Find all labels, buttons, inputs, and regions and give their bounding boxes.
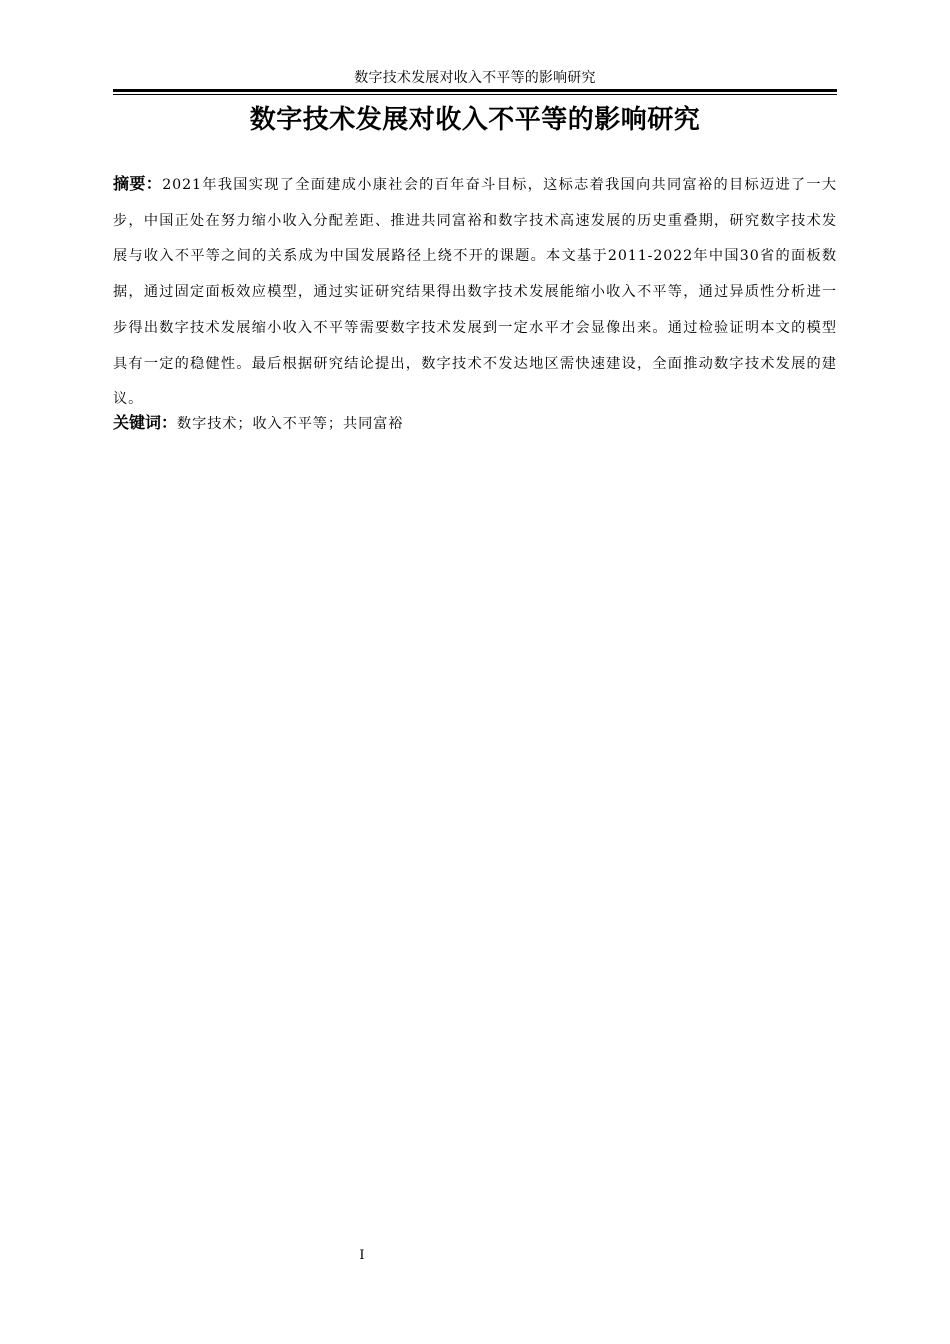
paper-title: 数字技术发展对收入不平等的影响研究 xyxy=(249,105,701,135)
keywords-text: 数字技术；收入不平等；共同富裕 xyxy=(177,416,404,432)
running-header: 数字技术发展对收入不平等的影响研究 xyxy=(354,70,596,86)
keywords-paragraph xyxy=(113,408,837,439)
keywords-label: 关键词： xyxy=(113,413,178,432)
header-rule-thick xyxy=(113,89,837,92)
header-rule-thin xyxy=(113,94,837,95)
abstract-text: 2021年我国实现了全面建成小康社会的百年奋斗目标，这标志着我国向共同富裕的目标迈进了一大步，中国正处在努力缩小收入分配差距、推进共同富裕和数字技术高速发展的历史重叠期，研究数字技术发展与收入不平等之间的关系成为中国发展路径上绕不开的课题。本文基于2011-2022年中国30省的面板数据，通过固定面板效应模型，通过实证研究结果得出数字技术发展能缩小收入不平等，通过异质性分析进一步得出数字技术发展缩小收入不平等需要数字技术发展到一定水平才会显像出来。通过检验证明本文的模型具有一定的稳健性。最后根据研究结论提出，数字技术不发达地区需快速建设，全面推动数字技术发展的建议。 xyxy=(113,177,837,408)
page-number: I xyxy=(359,1248,365,1263)
abstract-label: 摘要： xyxy=(113,174,163,193)
abstract-paragraph xyxy=(113,166,837,418)
